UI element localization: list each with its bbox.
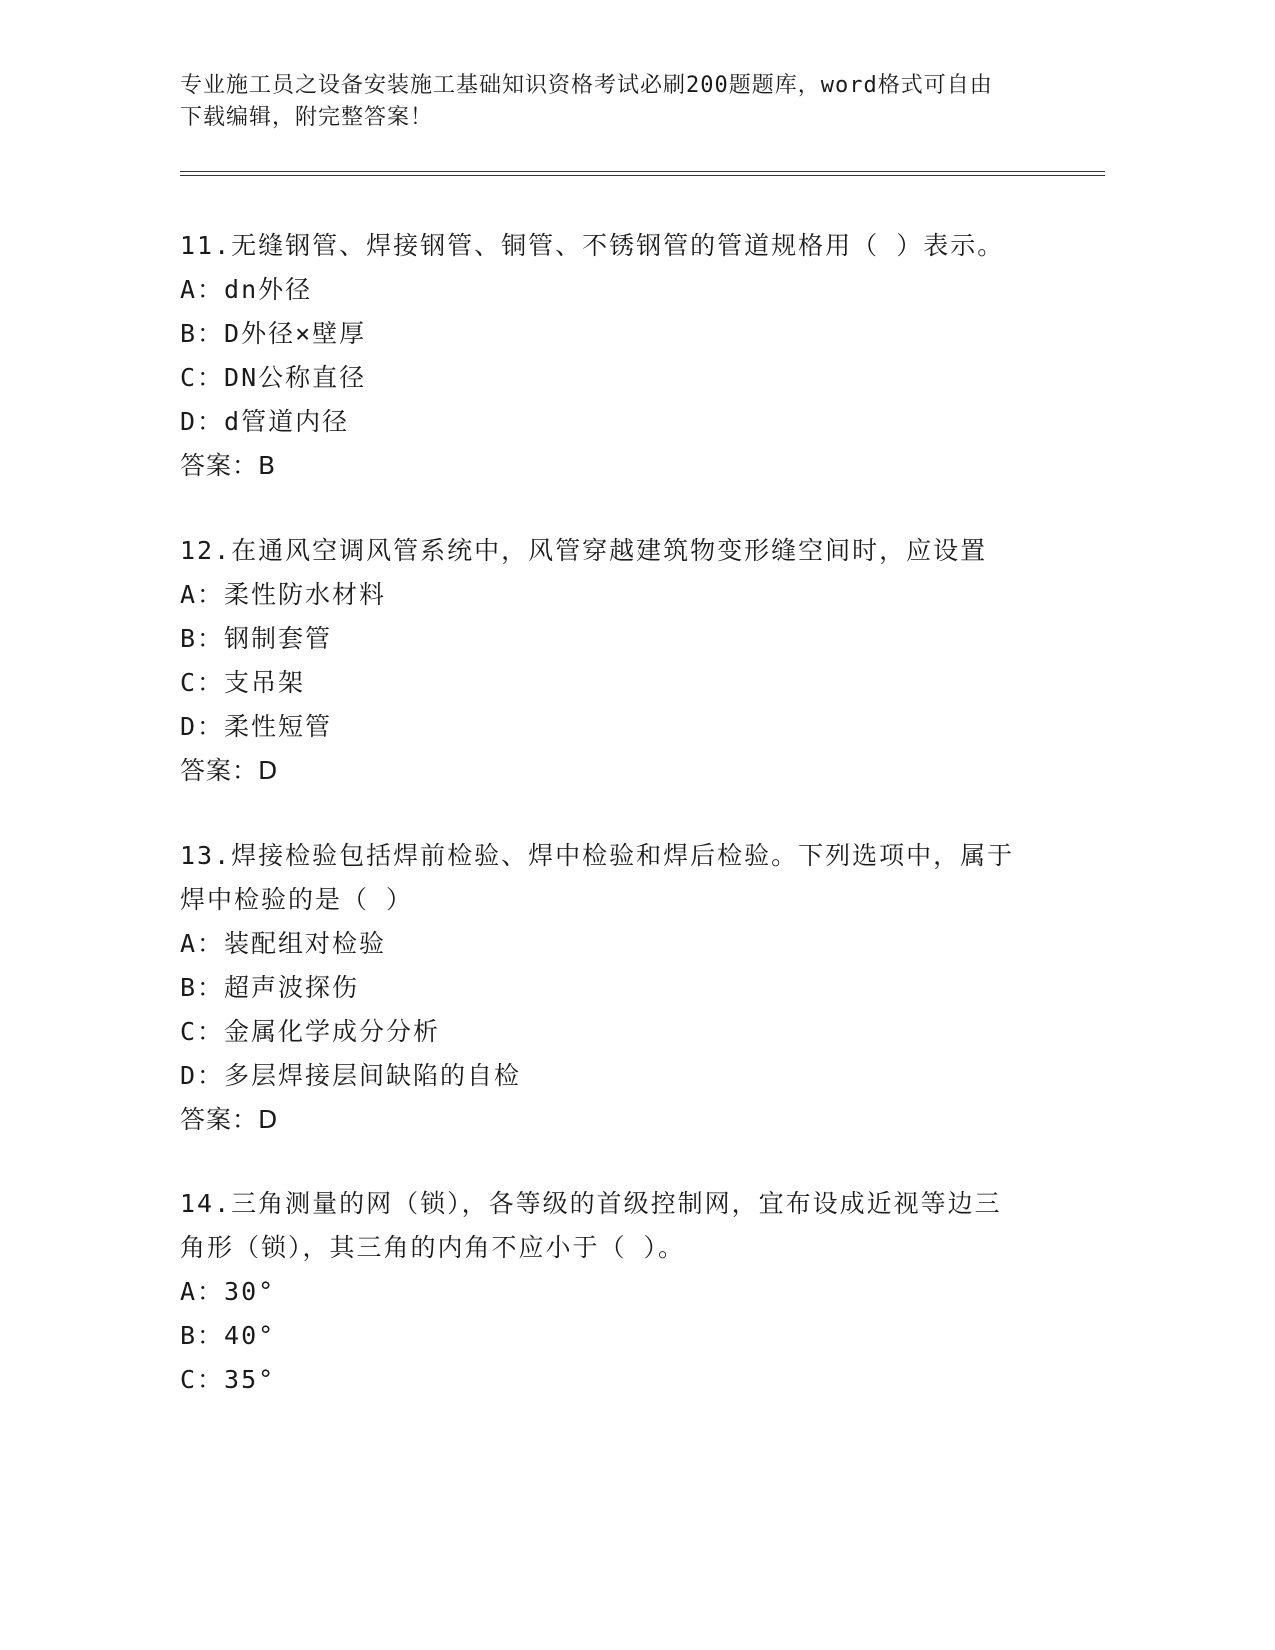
question-stem: 11.无缝钢管、焊接钢管、铜管、不锈钢管的管道规格用（ ）表示。 (180, 231, 1005, 260)
question-11 (180, 224, 1060, 488)
option-d: D：多层焊接层间缺陷的自检 (180, 1061, 522, 1090)
option-d: D：柔性短管 (180, 712, 333, 741)
option-c: C：支吊架 (180, 668, 306, 697)
question-stem-line-1: 13.焊接检验包括焊前检验、焊中检验和焊后检验。下列选项中，属于 (180, 841, 1015, 870)
option-a: A：柔性防水材料 (180, 580, 387, 609)
question-stem-line-2: 角形（锁），其三角的内角不应小于（ ）。 (180, 1233, 686, 1262)
question-stem-line-2: 焊中检验的是（ ） (180, 885, 414, 914)
question-14 (180, 1182, 1060, 1402)
option-a: A：装配组对检验 (180, 929, 387, 958)
question-12 (180, 529, 1060, 793)
option-c: C：金属化学成分分析 (180, 1017, 441, 1046)
answer-line (180, 444, 1060, 488)
option-b: B：D外径×壁厚 (180, 319, 367, 348)
option-c: C：DN公称直径 (180, 363, 367, 392)
option-b: B：超声波探伤 (180, 973, 360, 1002)
option-b: B：40° (180, 1321, 276, 1350)
option-d: D：d管道内径 (180, 407, 350, 436)
option-a: A：dn外径 (180, 275, 313, 304)
question-stem: 12.在通风空调风管系统中，风管穿越建筑物变形缝空间时，应设置 (180, 536, 988, 565)
answer-line (180, 1098, 1060, 1142)
header-divider-top (180, 171, 1105, 172)
question-13 (180, 834, 1060, 1142)
option-c: C：35° (180, 1365, 276, 1394)
answer-value: D (258, 756, 279, 785)
answer-value: D (258, 1105, 279, 1134)
document-header (180, 70, 1060, 134)
question-stem-line-1: 14.三角测量的网（锁），各等级的首级控制网，宜布设成近视等边三 (180, 1189, 1002, 1218)
header-divider-bottom (180, 175, 1105, 176)
header-line-2: 下载编辑，附完整答案！ (180, 105, 434, 130)
answer-label: 答案： (180, 756, 259, 785)
answer-label: 答案： (180, 451, 259, 480)
answer-value: B (258, 451, 277, 480)
option-a: A：30° (180, 1277, 276, 1306)
answer-line (180, 749, 1060, 793)
answer-label: 答案： (180, 1105, 259, 1134)
option-b: B：钢制套管 (180, 624, 333, 653)
header-line-1: 专业施工员之设备安装施工基础知识资格考试必刷200题题库，word格式可自由 (180, 73, 993, 98)
